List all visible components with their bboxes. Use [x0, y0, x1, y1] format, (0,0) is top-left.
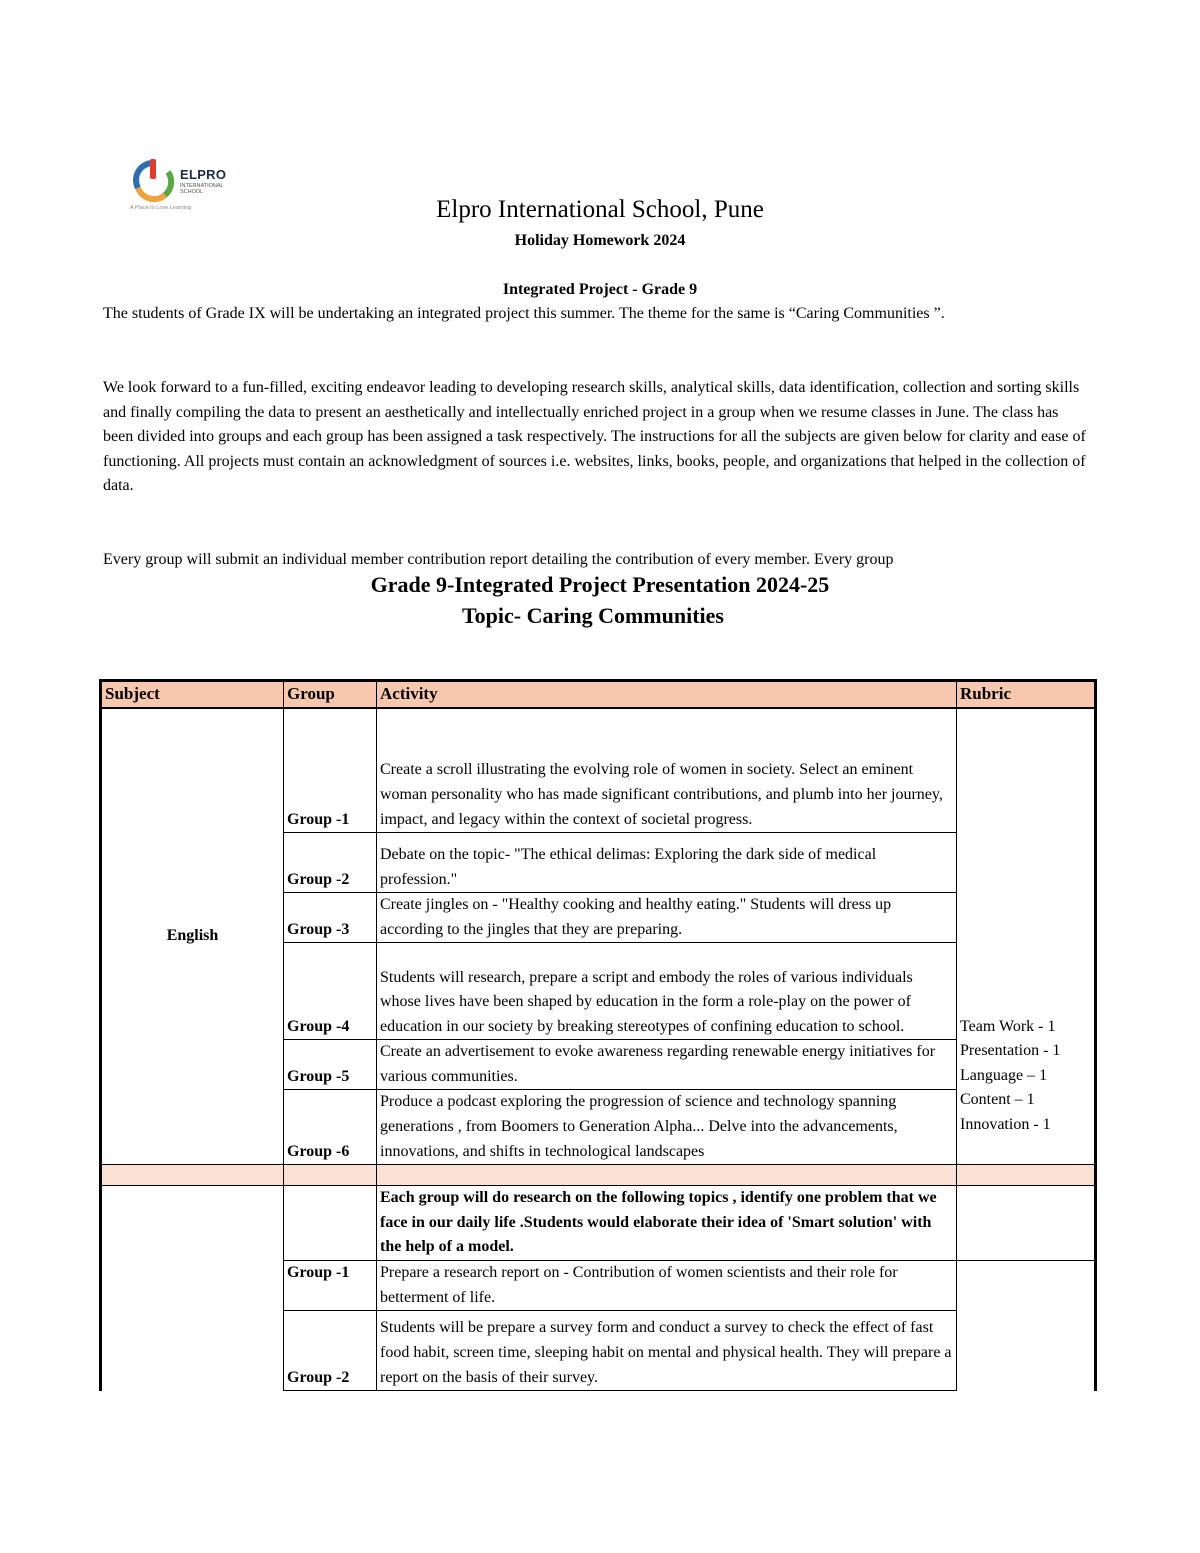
activity-cell: Prepare a research report on - Contribution of women scientists and their role for betterment of life. — [377, 1261, 957, 1311]
rubric-cell — [957, 1261, 1096, 1391]
header-group: Group — [284, 681, 377, 708]
homework-title: Holiday Homework 2024 — [514, 232, 686, 249]
rubric-item: Team Work - 1 — [960, 1017, 1056, 1035]
table-row — [101, 708, 1096, 833]
intro-paragraph-1: The students of Grade IX will be undertaking an integrated project this summer. The theme for the same is “Caring Communities ”. — [103, 305, 945, 322]
group-cell: Group -1 — [284, 708, 377, 833]
group-cell: Group -4 — [284, 943, 377, 1040]
activity-cell: Create a scroll illustrating the evolving role of women in society. Select an eminent woman personality who has made significant contributions, and plumb into her journey, impact, and legacy within the context of societal progress. — [377, 708, 957, 833]
school-name: Elpro International School, Pune — [436, 196, 764, 223]
separator-row — [101, 1165, 1096, 1186]
group-cell — [284, 1186, 377, 1261]
presentation-title: Grade 9-Integrated Project Presentation 2024-25 — [370, 572, 830, 597]
group-cell: Group -3 — [284, 893, 377, 943]
rubric-item: Presentation - 1 — [960, 1042, 1061, 1060]
group-cell: Group -6 — [284, 1090, 377, 1165]
rubric-item: Language – 1 — [960, 1066, 1048, 1084]
header-rubric: Rubric — [957, 681, 1096, 708]
rubric-cell — [957, 1186, 1096, 1261]
activity-cell: Students will be prepare a survey form and conduct a survey to check the effect of fast food habit, screen time, sleeping habit on mental and physical health. They will prepare a report on the basis of their survey. — [377, 1311, 957, 1391]
group-cell: Group -2 — [284, 833, 377, 893]
activity-cell: Students will research, prepare a script and embody the roles of various individuals whose lives have been shaped by education in the form a role-play on the power of education in our society by breaking stereotypes of confining education to school. — [377, 943, 957, 1040]
header-activity: Activity — [377, 681, 957, 708]
subject-cell-empty — [101, 1186, 284, 1391]
project-table — [99, 679, 1097, 1391]
intro-paragraph-2: We look forward to a fun-filled, exciting endeavor leading to developing research skills, analytical skills, data identification, collection and sorting skills and finally compiling the data to present an aesthetically and intellectually enriched project in a group when we resume classes in June. The class has been divided into groups and each group has been assigned a task respectively. The instructions for all the subjects are given below for clarity and ease of functioning. All projects must contain an acknowledgment of sources i.e. websites, links, books, people, and organizations that helped in the collection of data. — [103, 379, 1086, 495]
group-cell: Group -5 — [284, 1040, 377, 1090]
logo-subtitle: INTERNATIONAL SCHOOL — [180, 183, 224, 195]
logo-name: ELPRO — [180, 167, 227, 182]
rubric-item: Innovation - 1 — [960, 1115, 1051, 1133]
activity-cell: Create jingles on - "Healthy cooking and healthy eating." Students will dress up according to the jingles that they are preparing. — [377, 893, 957, 943]
table-row — [101, 1186, 1096, 1261]
intro-paragraph-3: Every group will submit an individual member contribution report detailing the contribution of every member. Every group — [103, 551, 894, 568]
subject-english: English — [101, 708, 284, 1165]
activity-cell: Debate on the topic- "The ethical delimas: Exploring the dark side of medical profession." — [377, 833, 957, 893]
logo-tagline: A Place to Love Learning — [130, 205, 192, 211]
table-header-row — [101, 681, 1096, 708]
group-cell: Group -1 — [284, 1261, 377, 1311]
rubric-item: Content – 1 — [960, 1091, 1035, 1109]
header-subject: Subject — [101, 681, 284, 708]
rubric-cell — [957, 708, 1096, 1165]
project-title: Integrated Project - Grade 9 — [502, 281, 698, 298]
activity-intro-cell: Each group will do research on the following topics , identify one problem that we face in our daily life .Students would elaborate their idea of 'Smart solution' with the help of a model. — [377, 1186, 957, 1261]
activity-cell: Create an advertisement to evoke awareness regarding renewable energy initiatives for various communities. — [377, 1040, 957, 1090]
group-cell: Group -2 — [284, 1311, 377, 1391]
presentation-topic: Topic- Caring Communities — [462, 603, 724, 628]
activity-cell: Produce a podcast exploring the progression of science and technology spanning generations , from Boomers to Generation Alpha... Delve into the advancements, innovations, and shifts in technological landscapes — [377, 1090, 957, 1165]
